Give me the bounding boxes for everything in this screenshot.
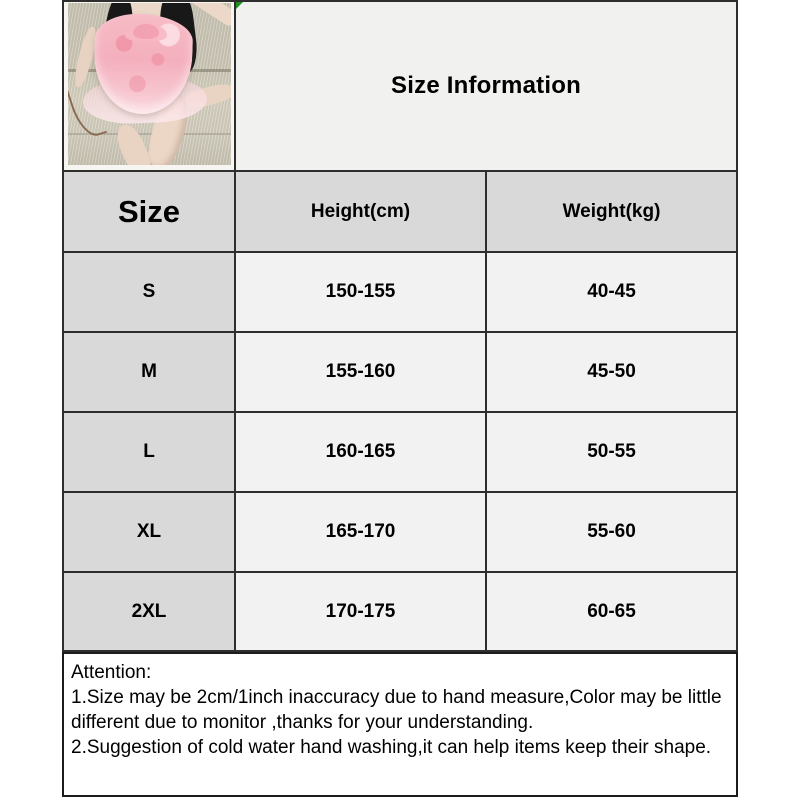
table-row-s-size: S [64, 253, 234, 331]
table-row-xl-size: XL [64, 493, 234, 571]
table-row-l-height: 160-165 [236, 413, 485, 491]
attention-note-box [62, 652, 738, 797]
table-row-s-weight: 40-45 [487, 253, 736, 331]
table-row-l-weight: 50-55 [487, 413, 736, 491]
attention-note-2: 2.Suggestion of cold water hand washing,it can help items keep their shape. [71, 737, 712, 758]
table-row-l-size: L [64, 413, 234, 491]
title-cell [236, 2, 736, 170]
table-row-2xl-size: 2XL [64, 573, 234, 650]
column-header-size: Size [64, 172, 234, 251]
product-photo [64, 2, 234, 170]
attention-note-1: 1.Size may be 2cm/1inch inaccuracy due to hand measure,Color may be little different due to monitor ,thanks for your understanding. [71, 687, 722, 733]
green-corner-marker-icon [236, 2, 243, 9]
column-header-height: Height(cm) [236, 172, 485, 251]
table-row-m-height: 155-160 [236, 333, 485, 411]
table-row-xl-weight: 55-60 [487, 493, 736, 571]
table-row-m-weight: 45-50 [487, 333, 736, 411]
dress-bow [133, 24, 159, 39]
table-row-s-height: 150-155 [236, 253, 485, 331]
table-row-2xl-weight: 60-65 [487, 573, 736, 650]
size-table [62, 0, 738, 652]
column-header-weight: Weight(kg) [487, 172, 736, 251]
model-photo-illustration [68, 3, 231, 165]
page-title: Size Information [391, 72, 581, 99]
table-row-xl-height: 165-170 [236, 493, 485, 571]
attention-heading: Attention: [71, 662, 152, 683]
table-row-m-size: M [64, 333, 234, 411]
table-row-2xl-height: 170-175 [236, 573, 485, 650]
